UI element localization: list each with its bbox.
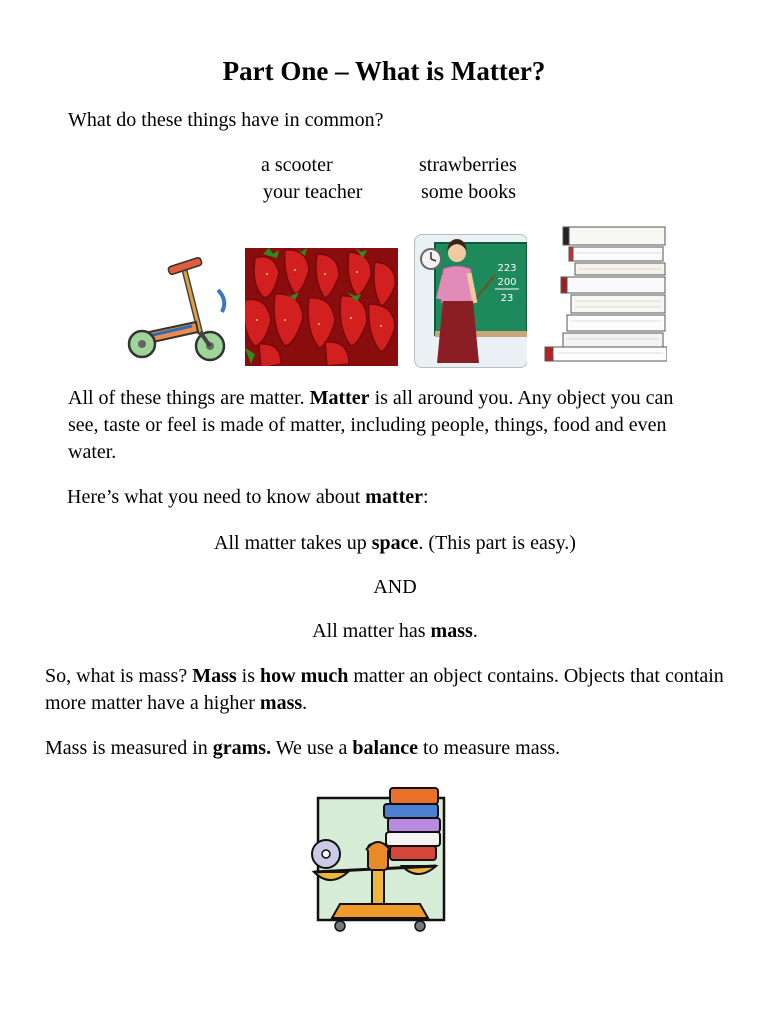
rule2-text-1: All matter has — [312, 620, 431, 642]
know-text-2: : — [423, 486, 429, 508]
rule1-text-1: All matter takes up — [214, 532, 372, 554]
para1-text-2: is all around you. Any object you can see, taste or feel is made of matter, including people, things, food and even water. — [68, 387, 674, 463]
mass-definition-paragraph — [45, 663, 725, 717]
teacher-image — [414, 234, 528, 368]
thing-scooter: a scooter — [261, 154, 333, 176]
para2-bold-mass-2: mass — [259, 692, 303, 714]
para3-bold-balance: balance — [352, 737, 418, 759]
thing-books: some books — [421, 181, 516, 203]
scooter-image — [122, 250, 234, 368]
para3-text-2: We use a — [271, 737, 353, 759]
matter-definition-paragraph — [68, 385, 708, 466]
para2-text-2: is — [236, 665, 261, 687]
para1-text-1: All of these things are matter. — [68, 387, 310, 409]
books-image — [527, 221, 667, 366]
rule-mass — [0, 618, 768, 645]
know-text-1: Here’s what you need to know about — [67, 486, 366, 508]
rule1-bold-space: space — [371, 532, 419, 554]
board-number-1: 223 — [497, 263, 517, 274]
page-title: Part One – What is Matter? — [222, 56, 546, 86]
intro-question: What do these things have in common? — [68, 109, 384, 131]
para2-text-4: . — [302, 692, 308, 714]
balance-image — [304, 780, 456, 936]
para1-bold-matter: Matter — [309, 387, 370, 409]
para2-bold-how-much: how much — [260, 665, 349, 687]
para2-text-3: matter an object contains. Objects that contain more matter have a higher — [45, 665, 724, 714]
para2-text-1: So, what is mass? — [45, 665, 193, 687]
para3-text-3: to measure mass. — [417, 737, 561, 759]
rule2-text-2: . — [472, 620, 478, 642]
para3-text-1: Mass is measured in — [45, 737, 213, 759]
board-number-3: 23 — [500, 293, 514, 304]
thing-teacher: your teacher — [263, 181, 363, 203]
know-bold-matter: matter — [365, 486, 423, 508]
know-about-matter — [67, 484, 429, 511]
thing-strawberries: strawberries — [419, 154, 517, 176]
para3-bold-grams: grams. — [212, 737, 272, 759]
mass-measured-sentence — [45, 735, 560, 762]
board-number-2: 200 — [497, 277, 517, 288]
rule2-bold-mass: mass — [430, 620, 473, 642]
rule1-text-2: . (This part is easy.) — [418, 532, 576, 554]
strawberries-image — [245, 248, 398, 366]
rule-space — [0, 530, 768, 557]
para2-bold-mass: Mass — [192, 665, 237, 687]
and-connector: AND — [373, 576, 417, 598]
